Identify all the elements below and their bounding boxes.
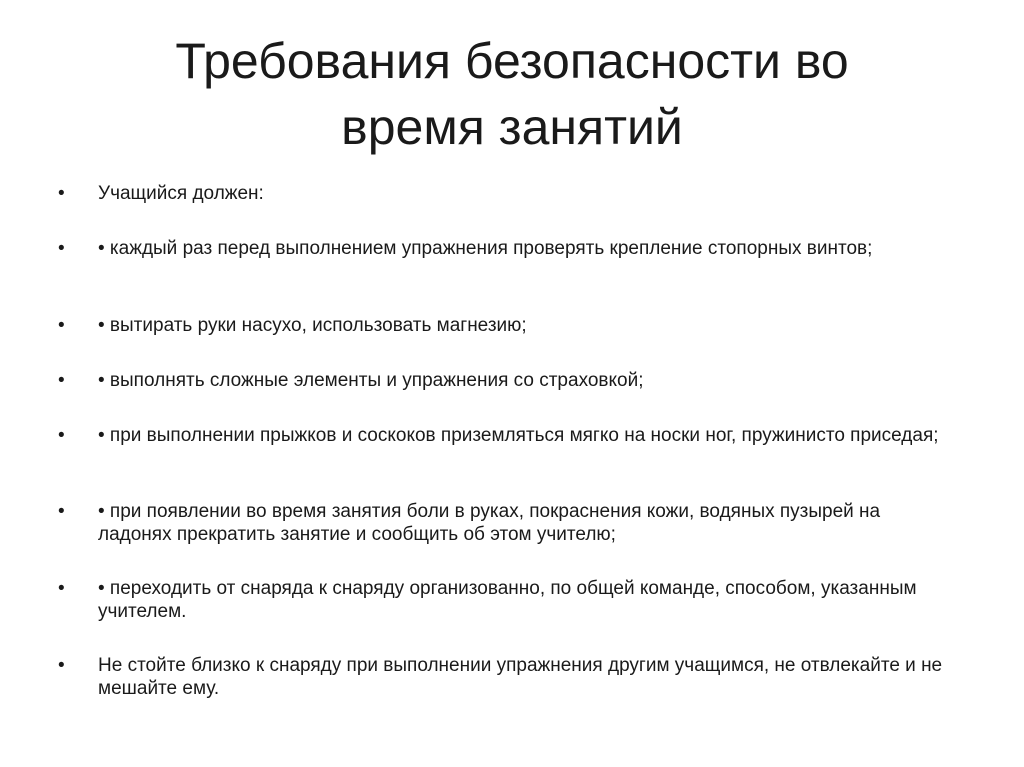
bullet-icon: •: [58, 425, 65, 446]
bullet-icon: •: [58, 315, 65, 336]
list-item-text: • выполнять сложные элементы и упражнения со страховкой;: [98, 370, 644, 391]
bullet-icon: •: [58, 238, 65, 259]
bullet-icon: •: [58, 578, 65, 599]
slide-title-line-2: время занятий: [341, 99, 683, 155]
bullet-icon: •: [58, 655, 65, 676]
list-item-text: • переходить от снаряда к снаряду организованно, по общей команде, способом, указанным учителем.: [98, 578, 917, 622]
list-item-text: Учащийся должен:: [98, 183, 264, 204]
list-item-text: Не стойте близко к снаряду при выполнении упражнения другим учащимся, не отвлекайте и не мешайте ему.: [98, 655, 943, 699]
slide-title: [60, 28, 964, 160]
bullet-icon: •: [58, 501, 65, 522]
bullet-icon: •: [58, 370, 65, 391]
list-item-text: • каждый раз перед выполнением упражнения проверять крепление стопорных винтов;: [98, 238, 873, 259]
list-item-text: • при выполнении прыжков и соскоков приземляться мягко на носки ног, пружинисто приседая;: [98, 425, 939, 446]
slide-title-line-1: Требования безопасности во: [175, 33, 849, 89]
list-item-text: • вытирать руки насухо, использовать магнезию;: [98, 315, 527, 336]
list-item-text: • при появлении во время занятия боли в руках, покраснения кожи, водяных пузырей на ладонях прекратить занятие и сообщить об этом учителю;: [98, 501, 881, 545]
bullet-icon: •: [58, 183, 65, 204]
